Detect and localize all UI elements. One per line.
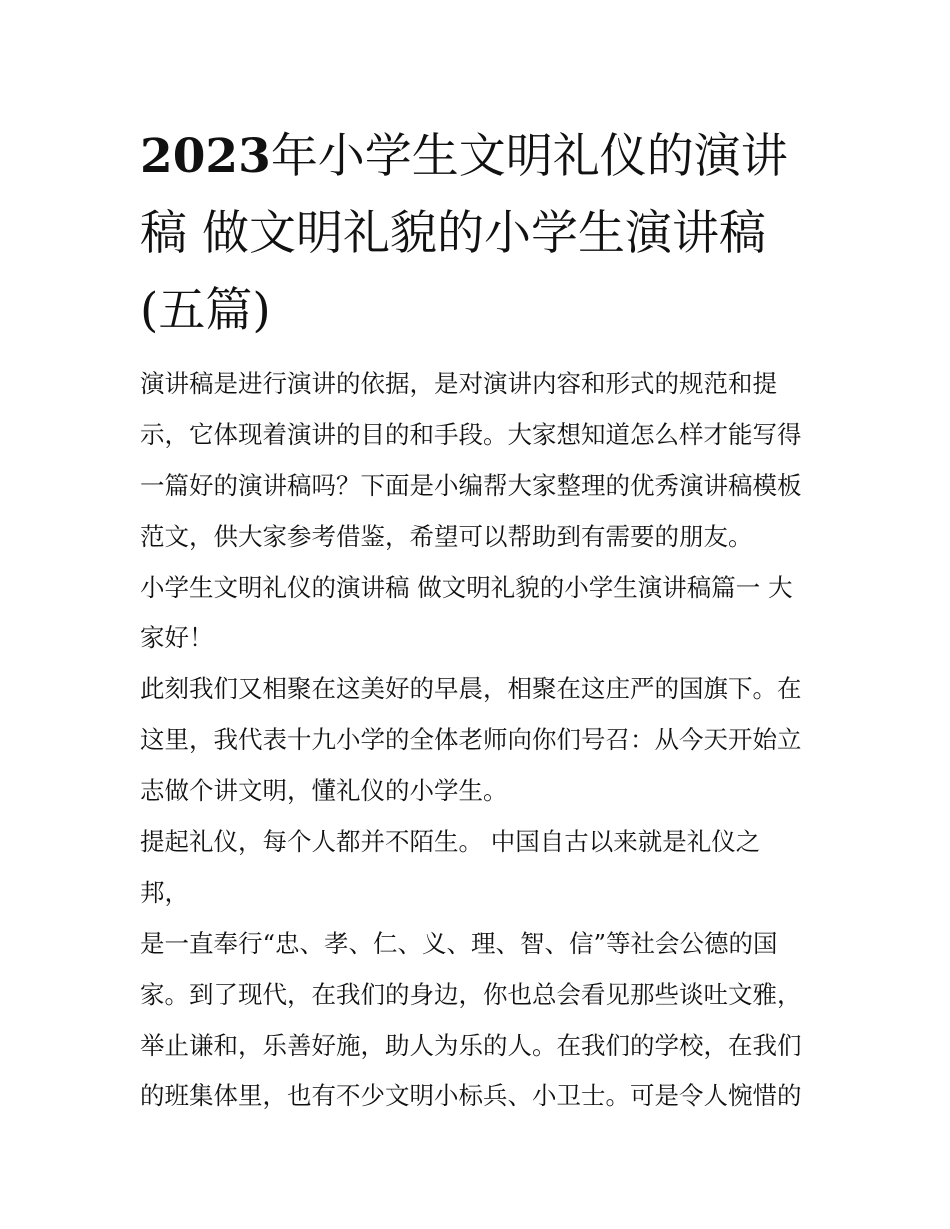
body-line: 举止谦和，乐善好施，助人为乐的人。在我们的学校，在我们 — [140, 1030, 802, 1060]
body-line: 志做个讲文明，懂礼仪的小学生。 — [140, 776, 508, 806]
body-line: 这里，我代表十九小学的全体老师向你们号召：从今天开始立 — [140, 725, 802, 755]
title-line-1 — [140, 118, 820, 195]
body-line: 演讲稿是进行演讲的依据，是对演讲内容和形式的规范和提 — [140, 369, 777, 398]
document-title — [140, 118, 820, 349]
body-line: 示，它体现着演讲的目的和手段。大家想知道怎么样才能写得 — [140, 419, 802, 449]
document-page — [140, 118, 820, 1122]
body-line: 提起礼仪，每个人都并不陌生。 中国自古以来就是礼仪之 — [140, 827, 761, 857]
title-year: 2023 — [140, 129, 271, 184]
body-line: 的班集体里，也有不少文明小标兵、小卫士。可是令人惋惜的 — [140, 1081, 802, 1111]
title-line-3: (五篇) — [140, 283, 271, 338]
document-body — [140, 359, 820, 1122]
body-line: 是一直奉行“忠、孝、仁、义、理、智、信”等社会公德的国 — [140, 928, 778, 958]
body-line: 小学生文明礼仪的演讲稿 做文明礼貌的小学生演讲稿篇一 大 — [140, 572, 793, 602]
body-line: 范文，供大家参考借鉴，希望可以帮助到有需要的朋友。 — [140, 521, 753, 551]
body-line: 家。到了现代，在我们的身边，你也总会看见那些谈吐文雅， — [140, 979, 802, 1009]
body-line: 一篇好的演讲稿吗？下面是小编帮大家整理的优秀演讲稿模板 — [140, 470, 802, 500]
title-line-1-text: 年小学生文明礼仪的演讲 — [270, 129, 788, 184]
body-line: 家好！ — [140, 623, 214, 653]
title-line-2: 稿 做文明礼貌的小学生演讲稿 — [140, 206, 766, 261]
body-line: 邦， — [140, 877, 189, 907]
body-line: 此刻我们又相聚在这美好的早晨，相聚在这庄严的国旗下。在 — [140, 674, 802, 704]
